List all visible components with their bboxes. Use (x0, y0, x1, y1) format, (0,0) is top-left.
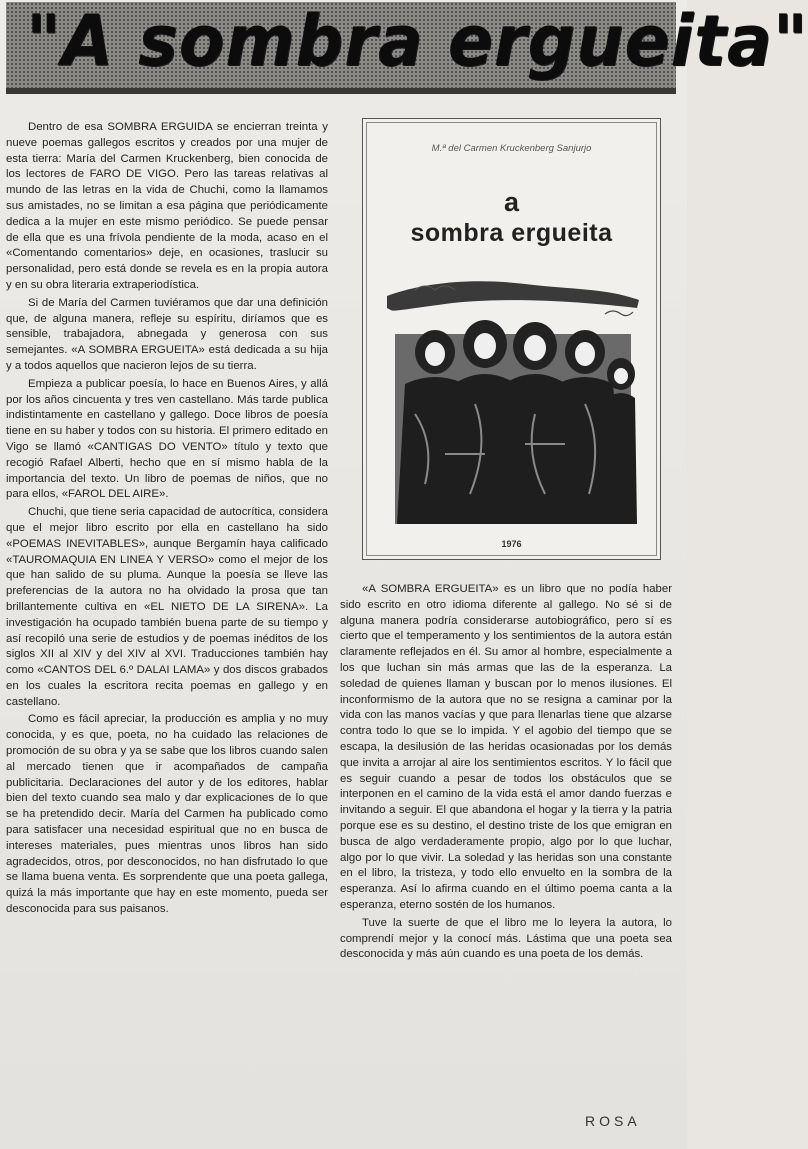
paragraph: Empieza a publicar poesía, lo hace en Buenos Aires, y allá por los años cincuenta y tres ven castellano. Más tarde publica indistintamente en castellano y gallego. Doce libros de poesía tiene en su haber y todos con su historia. El primero editado en Vigo se llamó «CANTIGAS DO VENTO» título y texto que recogió Rafael Alberti, hecho que en sí mismo habla de la importancia del texto. Un libro de poemas de niños, que no para ellos, «FAROL DEL AIRE». (6, 377, 328, 501)
author-signature: ROSA (585, 1113, 641, 1129)
left-column (6, 120, 328, 918)
book-title-a: a (503, 187, 520, 217)
paragraph: Chuchi, que tiene seria capacidad de autocrítica, considera que el mejor libro escrito por ella en castellano ha sido «POEMAS INEVITABLES», aunque Bergamín haya calificado «TAUROMAQUIA EN LINEA Y VERSO» como el mejor de los que han salido de su pluma. Aunque la poesía se lleve las preferencias de la autora no ha olvidado la prosa que tan brillantemente cultiva en «EL NIETO DE LA SIRENA». La investigación ha ocupado también buena parte de su tiempo y así recopiló una serie de estudios y de poemas inéditos de los siglos XII al XIV y del XIV al XVI. Traducciones también hay como «CANTOS DEL 6.º DALAI LAMA» y dos discos grabados en los cuales la escritora recita poemas en gallego y en castellano. (6, 506, 328, 708)
book-cover-image (362, 118, 661, 560)
paragraph: Tuve la suerte de que el libro me lo leyera la autora, lo comprendí mejor y la conocí más. Lástima que una poeta sea desconocida y más aún cuando es una poeta de los demás. (340, 916, 672, 961)
headline: "A sombra ergueita" (26, 0, 808, 82)
paragraph: «A SOMBRA ERGUEITA» es un libro que no podía haber sido escrito en otro idioma diferente al gallego. No sé si de alguna manera podría considerarse autobiográfico, pero sí es cierto que el temperamento y los sentimientos de la autora están claramente reflejados en él. Su amor al hombre, especialmente a los que luchan sin más armas que las de la esperanza. La soledad de quienes llaman y buscan por lo menos ilusiones. El inconformismo de la autora que no se resigna a caminar por la vida con las manos vacías y que para llenarlas tiene que alzarse contra todo lo que se lo impida. Y el agobio del tiempo que se escapa, la desilusión de las heridas ocasionadas por los demás que invita a arrojar al aire los sentimientos escritos. Y lo fácil que es seguir cuando a pesar de todos los obstáculos que se interponen en el camino de la vida está el amor dando fuerzas e invitando a seguir. El que abandona el hogar y la tierra y la patria porque ese es su destino, el destino triste de los que emigran en busca de algo verdaderamente propio, algo por lo que luchar, algo por lo que vivir. La soledad y las heridas son una constante en el libro, la tristeza, y todo ello envuelto en la sombra de la esperanza. Así lo afirma cuando en el último poema canta a la esperanza, eterno sostén de los humanos. (340, 583, 672, 911)
right-column (340, 582, 672, 963)
book-illustration (385, 274, 641, 534)
banner-strip (6, 88, 676, 94)
book-author: M.ª del Carmen Kruckenberg Sanjurjo (431, 143, 592, 154)
headline-banner (6, 0, 808, 94)
book-title: sombra ergueita (410, 219, 613, 247)
paragraph: Dentro de esa SOMBRA ERGUIDA se encierran treinta y nueve poemas gallegos escritos y creados por una mujer de esta tierra: María del Carmen Kruckenberg, bien conocida de los lectores de FARO DE VIGO. Pero las tareas relativas al mundo de las letras en la vida de Chuchi, como la llamamos sus amistades, no se limitan a esa página que periódicamente dedica a la mujer en este mismo periódico. Se puede pensar de ella que es una frívola pendiente de la moda, acaso en el «Comentando comentarios» deje, en ocasiones, traslucir su personalidad, pero está donde se revela es en la propia autora y en su obra literaria extraperiodística. (6, 121, 328, 291)
book-year: 1976 (501, 539, 522, 549)
paragraph: Como es fácil apreciar, la producción es amplia y no muy conocida, y es que, poeta, no ha cuidado las relaciones de promoción de su obra y ya se sabe que los libros cuando salen al mercado tienen que ir acompañados de campaña publicitaria. Declaraciones del autor y de los editores, hablar bien del texto cuando sea malo y dar explicaciones de lo que se ha pretendido decir. María del Carmen ha publicado como para satisfacer una necesidad espiritual que no en busca de intereses materiales, pues mientras unos libros han sido agradecidos, otros, por desconocidos, no han disfrutado lo que se llama buena venta. Es sorprendente que una poeta gallega, quizá la más importante que hay en este momento, pueda ser desconocida para sus paisanos. (6, 713, 328, 916)
paragraph: Si de María del Carmen tuviéramos que dar una definición que, de alguna manera, refleje su espíritu, diríamos que es sensible, trabajadora, abnegada y generosa con sus semejantes. «A SOMBRA ERGUEITA» está dedicada a su hija y a todos aquellos que nacieron lejos de su tierra. (6, 296, 328, 372)
